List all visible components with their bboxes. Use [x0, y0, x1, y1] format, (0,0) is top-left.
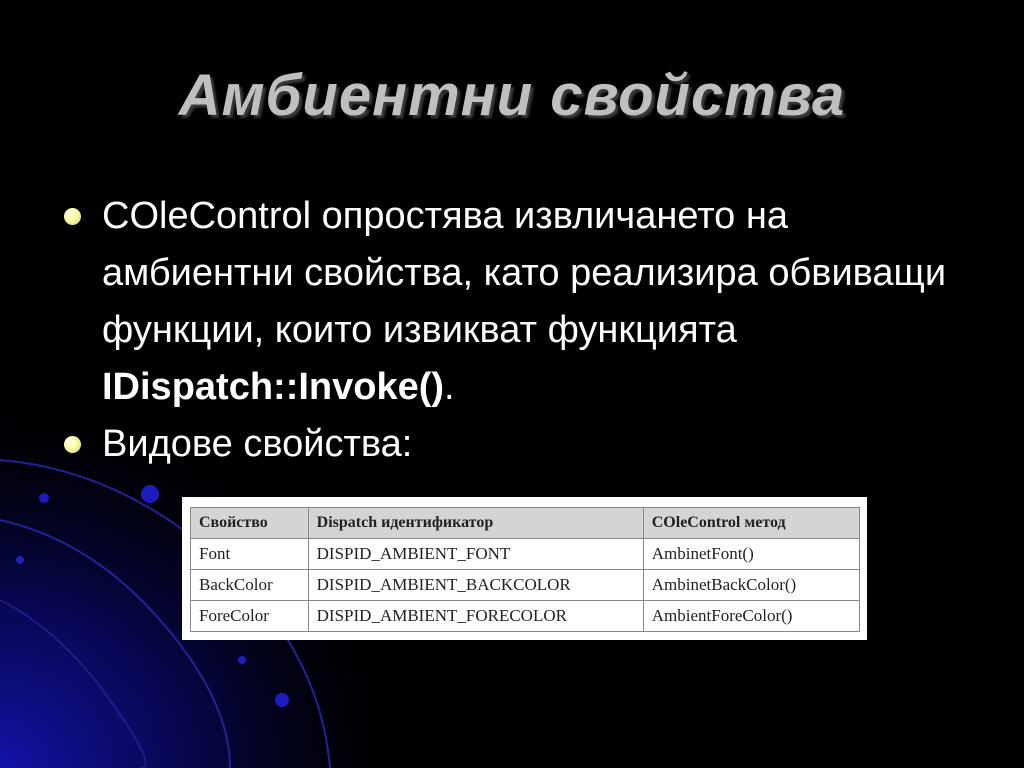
table-cell: ForeColor — [191, 601, 309, 632]
table-cell: DISPID_AMBIENT_FONT — [308, 539, 643, 570]
bullet-item-2 — [62, 416, 962, 473]
decor-dot-3 — [275, 693, 289, 707]
bullet-list — [62, 188, 962, 473]
decor-dot-4 — [238, 656, 246, 664]
bullet-text — [102, 195, 946, 408]
bullet-text: Видове свойства: — [102, 423, 413, 465]
table-cell: Font — [191, 539, 309, 570]
table-header-cell: COleControl метод — [643, 508, 859, 539]
bullet-text-end: . — [444, 366, 455, 408]
decor-dot-2 — [39, 493, 49, 503]
decor-dot-5 — [16, 556, 24, 564]
slide-title: Амбиентни свойства — [178, 63, 846, 128]
bullet-bold-text: IDispatch::Invoke() — [102, 366, 445, 408]
table-row — [191, 539, 860, 570]
table-row — [191, 570, 860, 601]
table-cell: BackColor — [191, 570, 309, 601]
bullet-icon — [64, 208, 81, 225]
properties-table — [190, 507, 860, 632]
table-header-row — [191, 508, 860, 539]
table-cell: DISPID_AMBIENT_BACKCOLOR — [308, 570, 643, 601]
table-header-cell: Dispatch идентификатор — [308, 508, 643, 539]
properties-table-panel — [182, 497, 867, 640]
decor-dot-1 — [141, 485, 159, 503]
bullet-icon — [64, 436, 81, 453]
table-header-cell: Свойство — [191, 508, 309, 539]
bullet-item-1 — [62, 188, 962, 416]
table-cell: AmbientForeColor() — [643, 601, 859, 632]
table-cell: AmbinetFont() — [643, 539, 859, 570]
bullet-text-part: COleControl опростява извличането на амбиентни свойства, като реализира обвиващи функции, които извикват функцията — [102, 195, 947, 351]
table-row — [191, 601, 860, 632]
table-cell: DISPID_AMBIENT_FORECOLOR — [308, 601, 643, 632]
table-cell: AmbinetBackColor() — [643, 570, 859, 601]
